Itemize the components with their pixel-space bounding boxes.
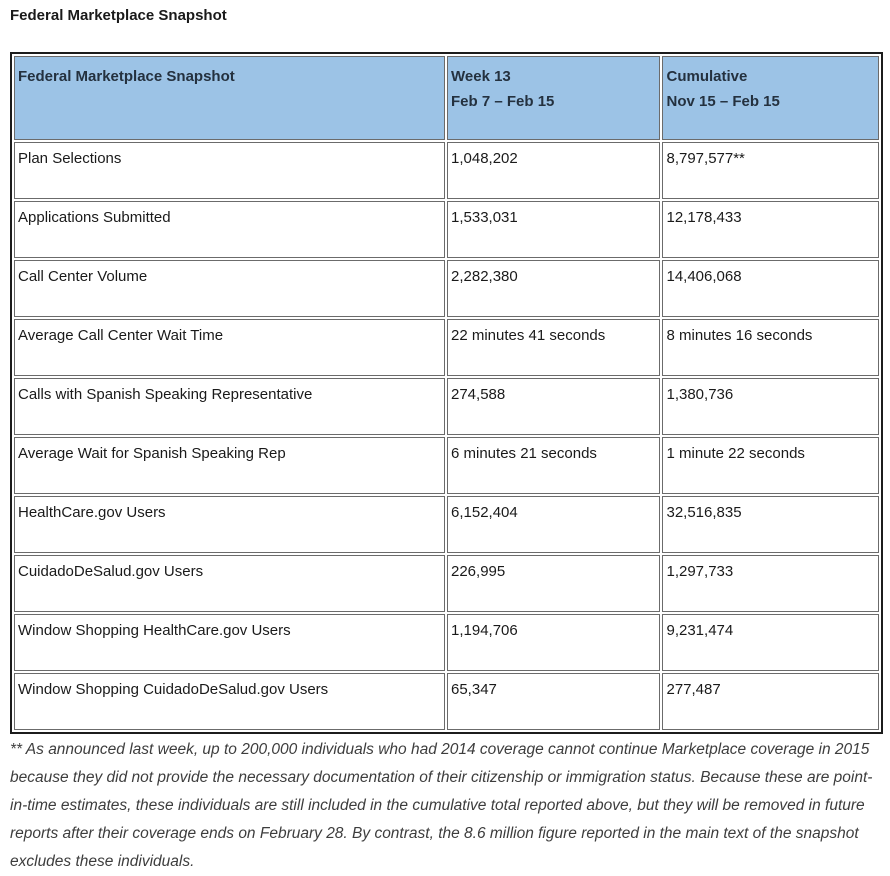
table-row xyxy=(14,614,879,671)
week-value: 1,533,031 xyxy=(447,201,660,258)
header-week-cell xyxy=(447,56,660,140)
table-row xyxy=(14,260,879,317)
row-label: Plan Selections xyxy=(14,142,445,199)
cumulative-value: 1,297,733 xyxy=(662,555,879,612)
header-cumulative-cell xyxy=(662,56,879,140)
table-row xyxy=(14,555,879,612)
week-value: 1,194,706 xyxy=(447,614,660,671)
cumulative-value: 32,516,835 xyxy=(662,496,879,553)
week-value: 226,995 xyxy=(447,555,660,612)
row-label: Average Wait for Spanish Speaking Rep xyxy=(14,437,445,494)
table-row xyxy=(14,142,879,199)
table-row xyxy=(14,378,879,435)
cumulative-value: 14,406,068 xyxy=(662,260,879,317)
week-value: 1,048,202 xyxy=(447,142,660,199)
header-cumulative-line2: Nov 15 – Feb 15 xyxy=(666,93,780,110)
row-label: Window Shopping CuidadoDeSalud.gov Users xyxy=(14,673,445,730)
table-header-row xyxy=(14,56,879,140)
row-label: Applications Submitted xyxy=(14,201,445,258)
row-label: HealthCare.gov Users xyxy=(14,496,445,553)
table-row xyxy=(14,201,879,258)
table-row xyxy=(14,437,879,494)
row-label: Average Call Center Wait Time xyxy=(14,319,445,376)
week-value: 22 minutes 41 seconds xyxy=(447,319,660,376)
cumulative-value: 277,487 xyxy=(662,673,879,730)
cumulative-value: 8,797,577** xyxy=(662,142,879,199)
cumulative-value: 8 minutes 16 seconds xyxy=(662,319,879,376)
week-value: 274,588 xyxy=(447,378,660,435)
week-value: 6,152,404 xyxy=(447,496,660,553)
header-week-line2: Feb 7 – Feb 15 xyxy=(451,93,555,110)
week-value: 2,282,380 xyxy=(447,260,660,317)
row-label: CuidadoDeSalud.gov Users xyxy=(14,555,445,612)
week-value: 6 minutes 21 seconds xyxy=(447,437,660,494)
cumulative-value: 1,380,736 xyxy=(662,378,879,435)
page-title: Federal Marketplace Snapshot xyxy=(10,7,227,24)
cumulative-value: 9,231,474 xyxy=(662,614,879,671)
row-label: Calls with Spanish Speaking Representative xyxy=(14,378,445,435)
week-value: 65,347 xyxy=(447,673,660,730)
row-label: Window Shopping HealthCare.gov Users xyxy=(14,614,445,671)
footnote: ** As announced last week, up to 200,000 individuals who had 2014 coverage cannot continue Marketplace coverage in 2015 because they did not provide the necessary documentation of their citizenship or immigration status. Because these are point-in-time estimates, these individuals are still included in the cumulative total reported above, but they will be removed in future reports after their coverage ends on February 28. By contrast, the 8.6 million figure reported in the main text of the snapshot excludes these individuals. xyxy=(10,741,873,870)
row-label: Call Center Volume xyxy=(14,260,445,317)
table-row xyxy=(14,496,879,553)
cumulative-value: 1 minute 22 seconds xyxy=(662,437,879,494)
snapshot-table xyxy=(10,52,883,734)
header-cumulative-line1: Cumulative xyxy=(666,68,748,85)
header-title-cell: Federal Marketplace Snapshot xyxy=(14,56,445,140)
table-row xyxy=(14,319,879,376)
table-row xyxy=(14,673,879,730)
header-week-line1: Week 13 xyxy=(451,68,511,85)
cumulative-value: 12,178,433 xyxy=(662,201,879,258)
